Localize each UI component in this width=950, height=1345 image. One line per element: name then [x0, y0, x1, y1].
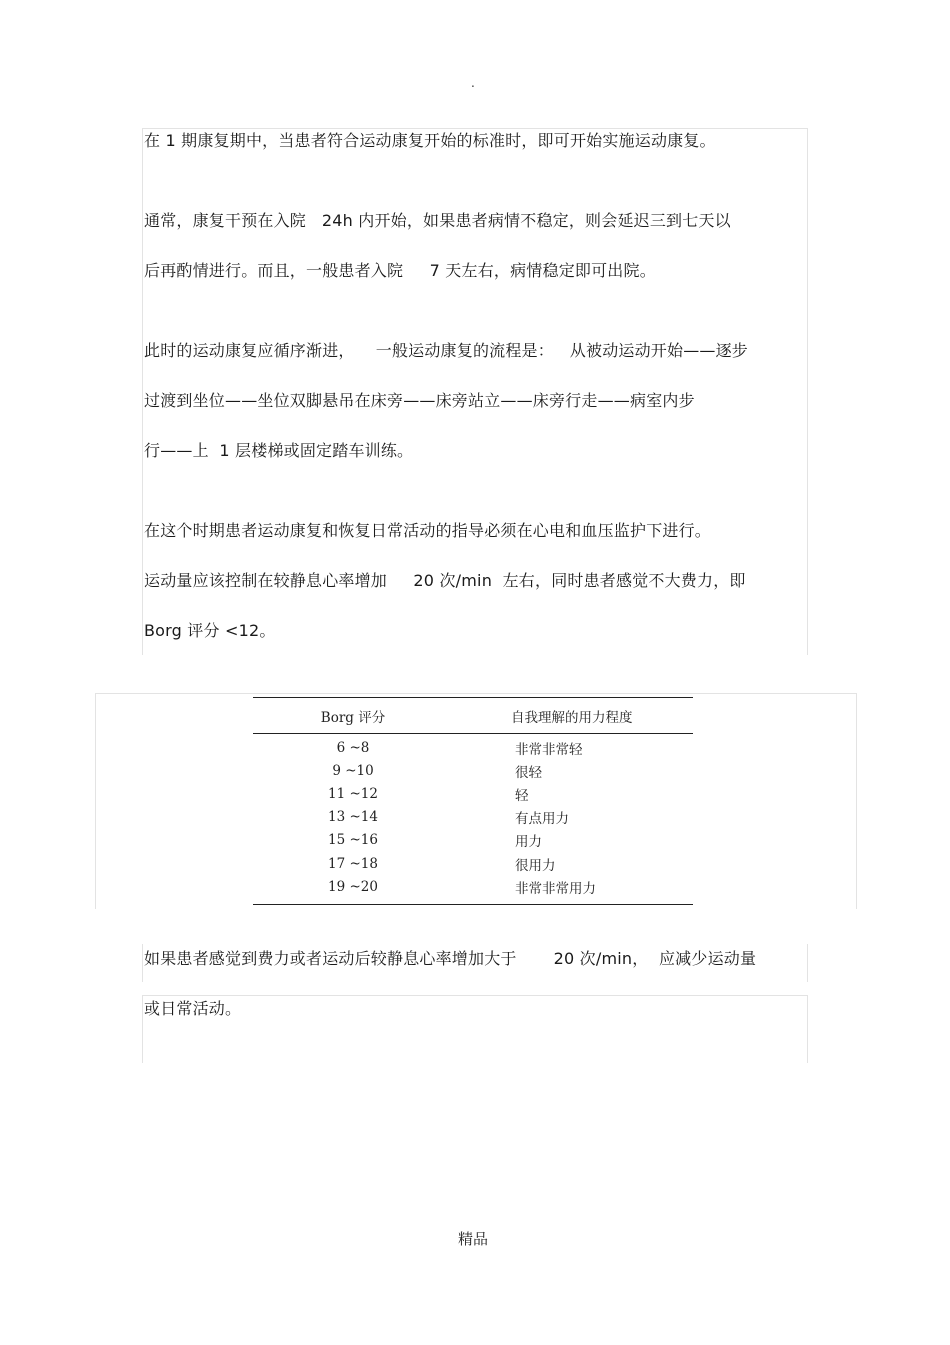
- paragraph-line-2: 通常，康复干预在入院 24h 内开始，如果患者病情不稳定，则会延迟三到七天以: [144, 211, 731, 230]
- borg-scale-table: [253, 697, 693, 905]
- text-frame-bottom-2: [142, 995, 808, 1063]
- paragraph-line-8: 运动量应该控制在较静息心率增加 20 次/min 左右，同时患者感觉不大费力，即: [144, 571, 746, 590]
- table-row: [253, 782, 693, 805]
- table-body: [253, 734, 693, 904]
- paragraph-line-10: 如果患者感觉到费力或者运动后较静息心率增加大于 20 次/min， 应减少运动量: [144, 949, 757, 968]
- table-row: [253, 829, 693, 852]
- paragraph-line-5: 过渡到坐位——坐位双脚悬吊在床旁——床旁站立——床旁行走——病室内步: [144, 391, 695, 410]
- table-cell-score: 6 ~8: [336, 739, 370, 756]
- table-bottom-rule: [253, 904, 693, 905]
- table-row: [253, 806, 693, 829]
- table-cell-score: 19 ~20: [328, 878, 378, 895]
- paragraph-line-4: 此时的运动康复应循序渐进， 一般运动康复的流程是： 从被动运动开始——逐步: [144, 341, 749, 360]
- paragraph-line-1: 在 1 期康复期中，当患者符合运动康复开始的标准时，即可开始实施运动康复。: [144, 131, 716, 150]
- table-cell-exertion: 很轻: [515, 764, 542, 781]
- table-row: [253, 852, 693, 875]
- table-header-perceived-exertion: 自我理解的用力程度: [511, 709, 633, 726]
- page-footer-label: 精品: [458, 1230, 489, 1248]
- table-cell-exertion: 有点用力: [515, 811, 569, 828]
- table-cell-score: 9 ~10: [332, 762, 374, 779]
- table-cell-exertion: 非常非常轻: [515, 741, 583, 758]
- table-cell-exertion: 用力: [515, 834, 542, 851]
- table-cell-score: 15 ~16: [328, 832, 378, 849]
- page-header-mark: .: [471, 76, 475, 90]
- paragraph-line-3: 后再酌情进行。而且，一般患者入院 7 天左右，病情稳定即可出院。: [144, 261, 656, 280]
- table-cell-score: 17 ~18: [328, 855, 378, 872]
- paragraph-line-7: 在这个时期患者运动康复和恢复日常活动的指导必须在心电和血压监护下进行。: [144, 521, 712, 540]
- table-header-row: [253, 698, 693, 733]
- table-header-borg-score: Borg 评分: [320, 709, 386, 726]
- table-cell-score: 11 ~12: [328, 785, 378, 802]
- table-row: [253, 736, 693, 759]
- table-row: [253, 759, 693, 782]
- paragraph-line-9: Borg 评分 <12。: [144, 621, 276, 640]
- table-row: [253, 875, 693, 898]
- paragraph-line-11: 或日常活动。: [144, 999, 242, 1018]
- table-cell-exertion: 很用力: [515, 857, 556, 874]
- table-cell-exertion: 非常非常用力: [515, 880, 596, 897]
- table-cell-exertion: 轻: [515, 787, 529, 804]
- table-cell-score: 13 ~14: [328, 809, 378, 826]
- paragraph-line-6: 行——上 1 层楼梯或固定踏车训练。: [144, 441, 414, 460]
